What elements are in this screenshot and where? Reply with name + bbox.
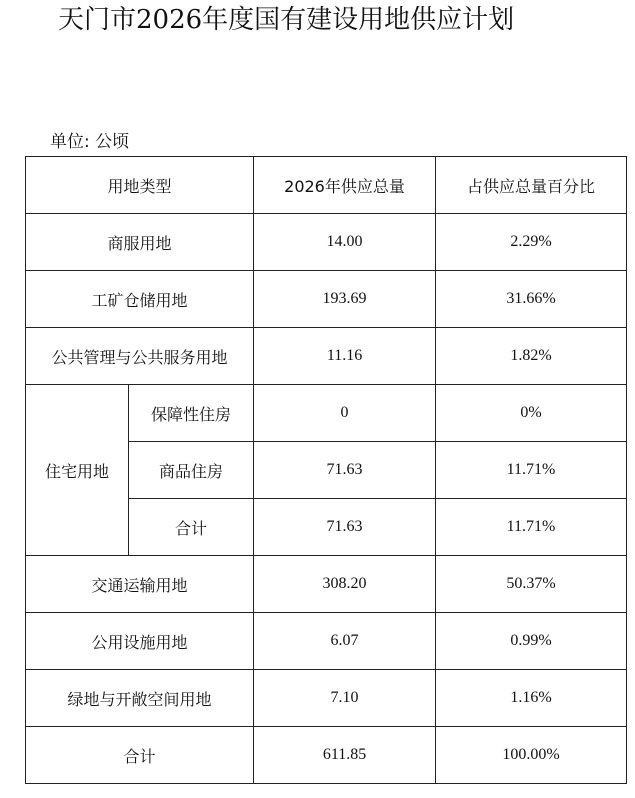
supply-percent-cell: 0% bbox=[436, 385, 627, 442]
supply-total-cell: 11.16 bbox=[254, 328, 436, 385]
supply-percent-cell: 11.71% bbox=[436, 442, 627, 499]
land-type-cell: 公共管理与公共服务用地 bbox=[26, 328, 254, 385]
table-row bbox=[26, 670, 627, 727]
supply-percent-cell: 1.16% bbox=[436, 670, 627, 727]
supply-total-cell: 71.63 bbox=[254, 442, 436, 499]
supply-total-cell: 14.00 bbox=[254, 214, 436, 271]
header-supply-percent: 占供应总量百分比 bbox=[436, 157, 627, 214]
supply-percent-cell: 11.71% bbox=[436, 499, 627, 556]
grand-total-label: 合计 bbox=[26, 727, 254, 784]
supply-percent-cell: 31.66% bbox=[436, 271, 627, 328]
grand-total-percent: 100.00% bbox=[436, 727, 627, 784]
page-title: 天门市2026年度国有建设用地供应计划 bbox=[58, 5, 515, 35]
table-row bbox=[26, 271, 627, 328]
supply-percent-cell: 2.29% bbox=[436, 214, 627, 271]
header-supply-total: 2026年供应总量 bbox=[254, 157, 436, 214]
supply-percent-cell: 0.99% bbox=[436, 613, 627, 670]
residential-group-label: 住宅用地 bbox=[26, 385, 129, 556]
supply-percent-cell: 50.37% bbox=[436, 556, 627, 613]
header-land-type: 用地类型 bbox=[26, 157, 254, 214]
land-subtype-cell: 合计 bbox=[129, 499, 254, 556]
land-supply-table bbox=[25, 156, 627, 784]
land-subtype-cell: 商品住房 bbox=[129, 442, 254, 499]
supply-total-cell: 193.69 bbox=[254, 271, 436, 328]
land-type-cell: 工矿仓储用地 bbox=[26, 271, 254, 328]
table-header-row bbox=[26, 157, 627, 214]
land-type-cell: 绿地与开敞空间用地 bbox=[26, 670, 254, 727]
supply-percent-cell: 1.82% bbox=[436, 328, 627, 385]
supply-total-cell: 6.07 bbox=[254, 613, 436, 670]
table-row bbox=[26, 385, 627, 442]
table-row bbox=[26, 214, 627, 271]
supply-total-cell: 71.63 bbox=[254, 499, 436, 556]
table-row bbox=[26, 556, 627, 613]
table-row bbox=[26, 328, 627, 385]
supply-total-cell: 0 bbox=[254, 385, 436, 442]
supply-total-cell: 308.20 bbox=[254, 556, 436, 613]
land-subtype-cell: 保障性住房 bbox=[129, 385, 254, 442]
table-row bbox=[26, 613, 627, 670]
grand-total-row bbox=[26, 727, 627, 784]
unit-label: 单位: 公顷 bbox=[50, 132, 130, 152]
supply-total-cell: 7.10 bbox=[254, 670, 436, 727]
grand-total-supply: 611.85 bbox=[254, 727, 436, 784]
land-type-cell: 公用设施用地 bbox=[26, 613, 254, 670]
land-type-cell: 交通运输用地 bbox=[26, 556, 254, 613]
land-type-cell: 商服用地 bbox=[26, 214, 254, 271]
